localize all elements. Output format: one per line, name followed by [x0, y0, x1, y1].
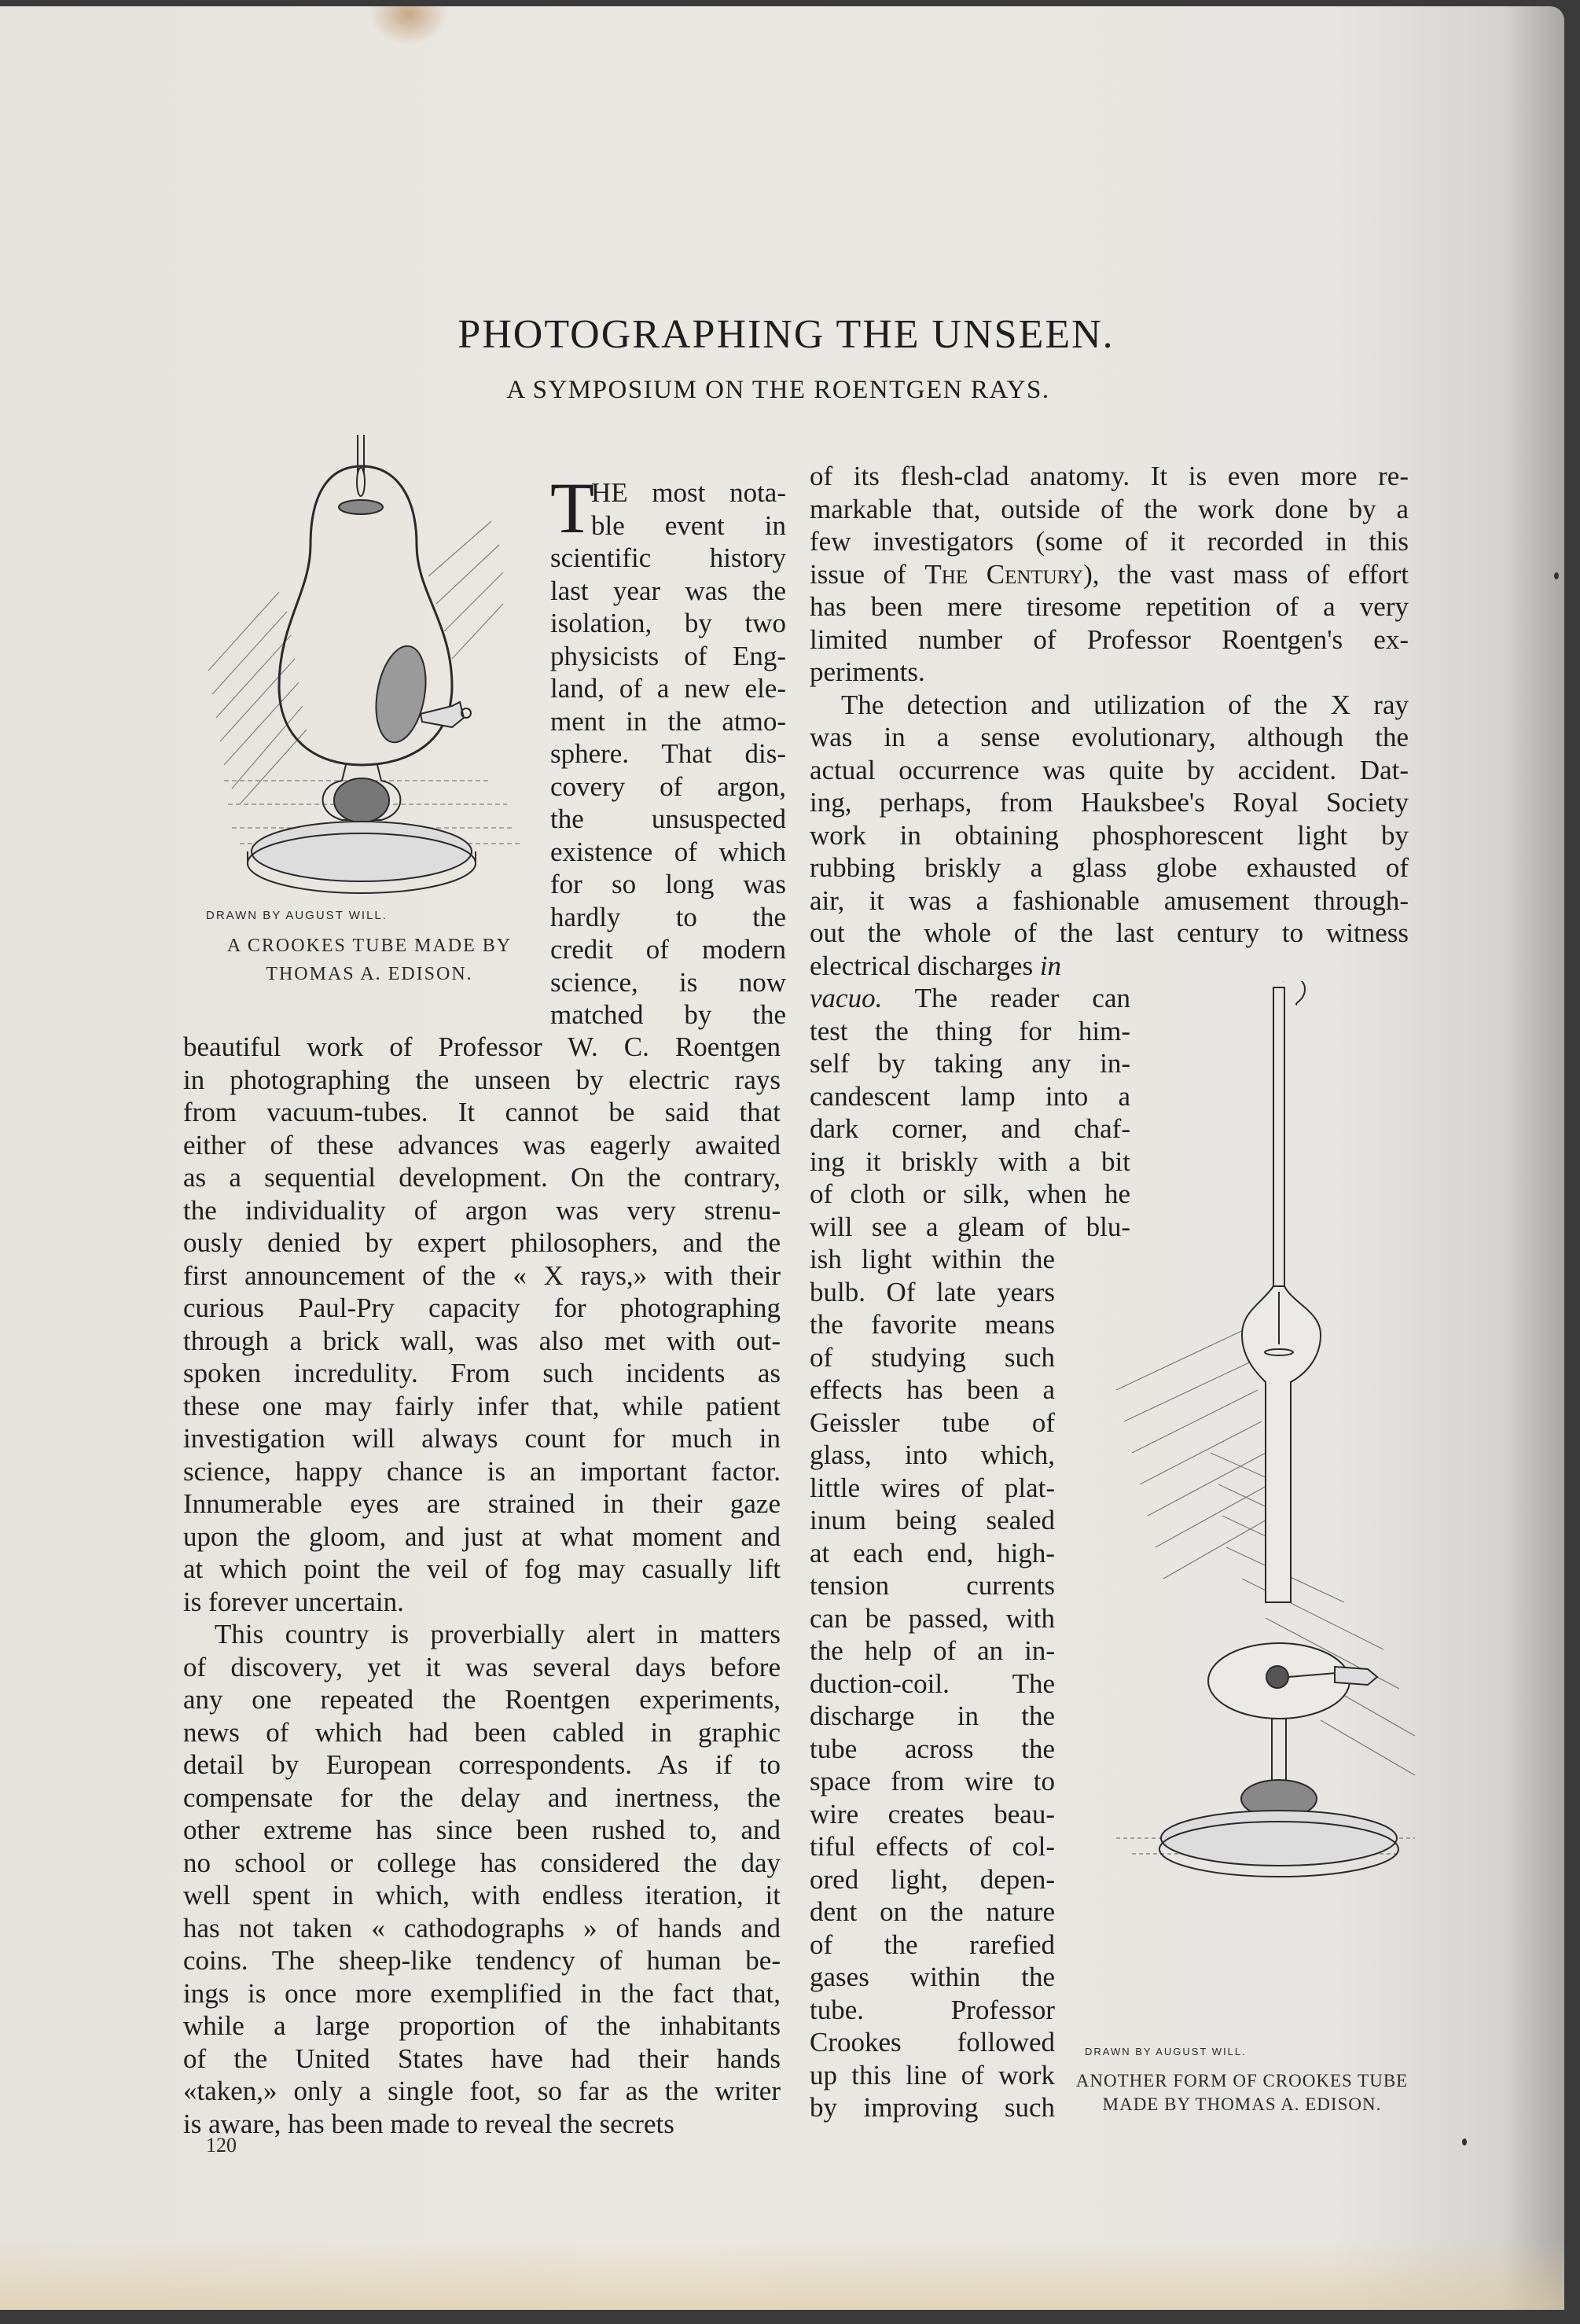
text-line: other extreme has since been rushed to, and	[183, 1815, 781, 1845]
speck	[1462, 2138, 1467, 2146]
page-number: 120	[206, 2134, 237, 2157]
text-line: ing it briskly with a bit	[810, 1145, 1130, 1177]
page-edge-discoloration	[0, 2239, 1564, 2310]
text-line: ish light within the	[810, 1244, 1055, 1274]
text-line: was in a sense evolutionary, although the	[810, 722, 1409, 752]
figure-2-caption-line-1: ANOTHER FORM OF CROOKES TUBE	[1075, 2071, 1409, 2090]
text-line: existence of which	[550, 836, 786, 867]
text-line: science, happy chance is an important factor.	[183, 1455, 781, 1487]
text-line: tension currents	[810, 1570, 1055, 1601]
text-line: limited number of Professor Roentgen's ex-	[810, 623, 1409, 655]
text-line: vacuo. The reader can	[810, 983, 1130, 1013]
text-line: isolation, by two	[550, 608, 786, 638]
text-line: last year was the	[550, 575, 786, 606]
text-line: The detection and utilization of the X ray	[841, 689, 1409, 720]
text-line: «taken,» only a single foot, so far as the writer	[183, 2076, 781, 2106]
text-line: tube across the	[810, 1733, 1055, 1764]
text-line: either of these advances was eagerly awaited	[183, 1129, 781, 1160]
text-line: while a large proportion of the inhabitants	[183, 2010, 781, 2041]
magazine-page	[0, 6, 1564, 2310]
text-line: curious Paul-Pry capacity for photographing	[183, 1293, 781, 1323]
text-line: is aware, has been made to reveal the secrets	[183, 2108, 674, 2139]
water-stain	[369, 6, 448, 46]
text-line: little wires of plat-	[810, 1472, 1055, 1503]
text-line: ing, perhaps, from Hauksbee's Royal Society	[810, 787, 1409, 818]
text-line: through a brick wall, was also met with out-	[183, 1325, 781, 1356]
text-line: periments.	[810, 656, 925, 687]
text-line: of studying such	[810, 1341, 1055, 1373]
text-line: markable that, outside of the work done by a	[810, 493, 1409, 524]
text-line: the help of an in-	[810, 1635, 1055, 1666]
text-line: spoken incredulity. From such incidents as	[183, 1358, 781, 1388]
text-line: of discovery, yet it was several days before	[183, 1651, 781, 1682]
text-line: Geissler tube of	[810, 1407, 1055, 1438]
text-line: the favorite means	[810, 1309, 1055, 1340]
text-line: has been mere tiresome repetition of a very	[810, 591, 1409, 622]
text-line: compensate for the delay and inertness, the	[183, 1782, 781, 1813]
text-line: matched by the	[550, 999, 786, 1030]
text-line: work in obtaining phosphorescent light by	[810, 819, 1409, 851]
article-title: PHOTOGRAPHING THE UNSEEN.	[457, 312, 1115, 357]
text-line: issue of The Century), the vast mass of effort	[810, 558, 1409, 590]
text-line: wire creates beau-	[810, 1798, 1055, 1829]
text-line: science, is now	[550, 966, 786, 998]
text-line: first announcement of the « X rays,» with their	[183, 1259, 781, 1291]
figure-1-credit: DRAWN BY AUGUST WILL.	[206, 909, 388, 922]
text-line: up this line of work	[810, 2059, 1055, 2090]
text-line: physicists of Eng-	[550, 640, 786, 671]
text-line: few investigators (some of it recorded in this	[810, 526, 1409, 557]
text-line: at each end, high-	[810, 1537, 1055, 1568]
text-line: dent on the nature	[810, 1896, 1055, 1927]
text-line: beautiful work of Professor W. C. Roentgen	[183, 1031, 781, 1062]
text-line: the individuality of argon was very strenu-	[183, 1194, 781, 1226]
text-line: has not taken « cathodographs » of hands and	[183, 1912, 781, 1943]
text-line: hardly to the	[550, 901, 786, 932]
text-line: in photographing the unseen by electric rays	[183, 1064, 781, 1095]
text-line: effects has been a	[810, 1374, 1055, 1405]
drop-cap: T	[550, 468, 595, 548]
text-line: inum being sealed	[810, 1505, 1055, 1535]
text-line: the unsuspected	[550, 803, 786, 834]
speck	[1554, 572, 1559, 579]
text-line: can be passed, with	[810, 1602, 1055, 1634]
text-line: investigation will always count for much in	[183, 1423, 781, 1454]
text-line: ored light, depen-	[810, 1863, 1055, 1895]
text-line: is forever uncertain.	[183, 1586, 404, 1617]
figure-1-caption-line-2: THOMAS A. EDISON.	[266, 964, 473, 984]
text-line: land, of a new ele-	[550, 673, 786, 704]
text-line: sphere. That dis-	[550, 738, 786, 769]
text-line: for so long was	[550, 869, 786, 899]
text-line: upon the gloom, and just at what moment and	[183, 1521, 781, 1552]
text-line: as a sequential development. On the contrary,	[183, 1162, 781, 1193]
text-line: self by taking any in-	[810, 1048, 1130, 1079]
article-subtitle: A SYMPOSIUM ON THE ROENTGEN RAYS.	[506, 376, 1050, 404]
text-line: ble event in	[591, 509, 786, 541]
text-line: of the United States have had their hands	[183, 2043, 781, 2074]
text-line: tiful effects of col-	[810, 1831, 1055, 1862]
text-line: by improving such	[810, 2092, 1055, 2123]
text-line: discharge in the	[810, 1701, 1055, 1731]
text-line: no school or college has considered the day	[183, 1847, 781, 1878]
text-line: from vacuum-tubes. It cannot be said that	[183, 1097, 781, 1127]
text-line: tube. Professor	[810, 1994, 1055, 2025]
text-line: space from wire to	[810, 1766, 1055, 1796]
text-line: scientific history	[550, 542, 786, 573]
text-line: out the whole of the last century to witness	[810, 917, 1409, 948]
text-line: well spent in which, with endless iteration, it	[183, 1880, 781, 1910]
text-line: actual occurrence was quite by accident. Dat-	[810, 754, 1409, 785]
text-line: news of which had been cabled in graphic	[183, 1716, 781, 1748]
figure-2-caption-line-2: MADE BY THOMAS A. EDISON.	[1102, 2094, 1382, 2114]
text-line: these one may fairly infer that, while patient	[183, 1390, 781, 1421]
text-line: Crookes followed	[810, 2027, 1055, 2057]
text-line: coins. The sheep-like tendency of human be-	[183, 1945, 781, 1976]
text-line: bulb. Of late years	[810, 1276, 1055, 1307]
text-line: at which point the veil of fog may casually lift	[183, 1554, 781, 1584]
text-line: gases within the	[810, 1962, 1055, 1992]
text-line: rubbing briskly a glass globe exhausted of	[810, 852, 1409, 883]
text-line: will see a gleam of blu-	[810, 1211, 1130, 1242]
text-line: of its flesh-clad anatomy. It is even more re-	[810, 461, 1409, 491]
text-line: air, it was a fashionable amusement through-	[810, 884, 1409, 916]
text-line: duction-coil. The	[810, 1668, 1055, 1699]
text-line: candescent lamp into a	[810, 1080, 1130, 1112]
text-line: any one repeated the Roentgen experiments,	[183, 1684, 781, 1715]
figure-1-caption-line-1: A CROOKES TUBE MADE BY	[226, 936, 513, 956]
text-line: glass, into which,	[810, 1440, 1055, 1470]
text-line: credit of modern	[550, 934, 786, 965]
text-line: covery of argon,	[550, 770, 786, 802]
text-line: detail by European correspondents. As if to	[183, 1749, 781, 1780]
crookes-tube-illustration-1	[193, 435, 538, 899]
text-line: ings is once more exemplified in the fact that,	[183, 1977, 781, 2009]
text-line: Innumerable eyes are strained in their gaze	[183, 1488, 781, 1519]
figure-2-credit: DRAWN BY AUGUST WILL.	[1085, 2046, 1247, 2057]
text-line: dark corner, and chaf-	[810, 1113, 1130, 1144]
text-line: This country is proverbially alert in matters	[215, 1619, 781, 1649]
text-line: test the thing for him-	[810, 1015, 1130, 1046]
text-line: electrical discharges in	[810, 950, 1062, 981]
text-line: ously denied by expert philosophers, and the	[183, 1227, 781, 1258]
text-line: of the rarefied	[810, 1929, 1055, 1960]
crookes-tube-illustration-2	[1085, 981, 1431, 2027]
text-line: of cloth or silk, when he	[810, 1179, 1130, 1209]
text-line: ment in the atmo-	[550, 705, 786, 737]
text-line: HE most nota-	[591, 477, 786, 508]
